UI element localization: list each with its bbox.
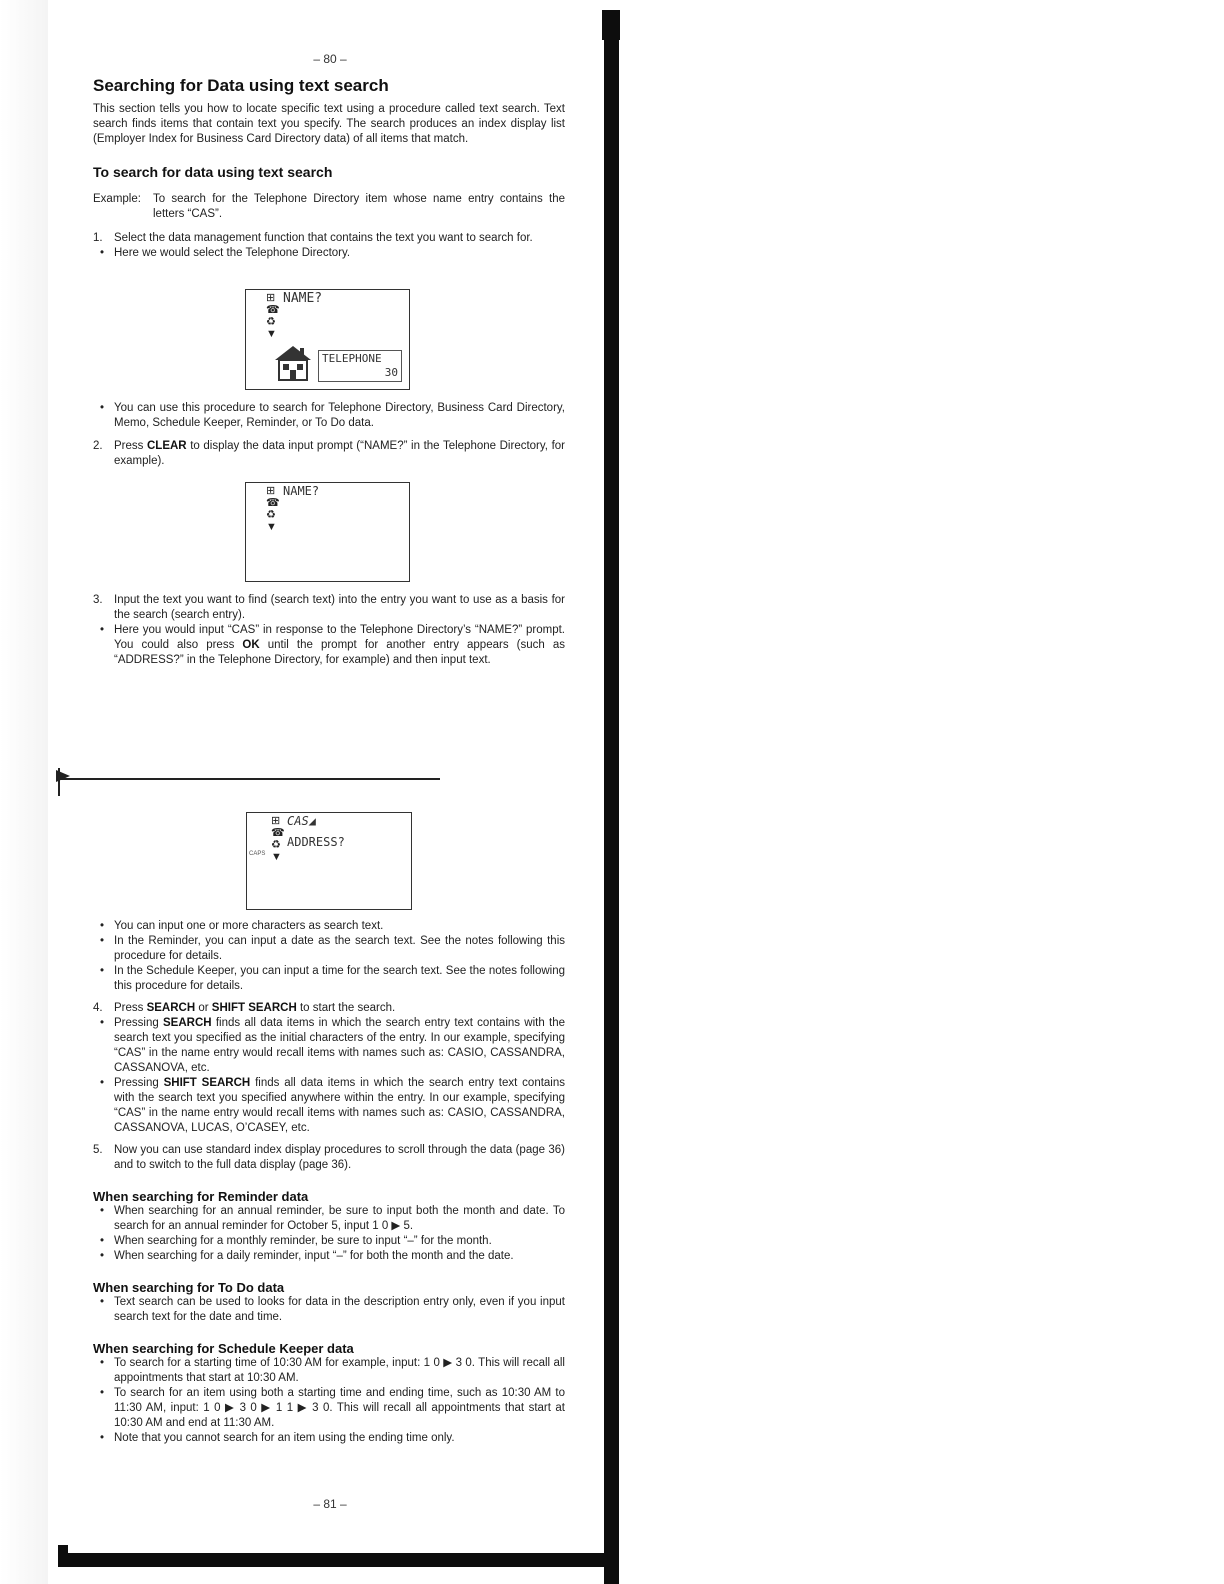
step-5-number: 5. xyxy=(93,1144,103,1156)
bullet-icon: • xyxy=(100,920,105,932)
fold-line xyxy=(60,778,440,780)
intro-paragraph: This section tells you how to locate specific text using a procedure called text search. Text search finds items that contain text you specify. The search produces an index display list (Employer Index for Business Card Directory data) of all items that match. xyxy=(93,103,565,145)
clear-key: CLEAR xyxy=(147,440,187,452)
step-5 xyxy=(93,1143,565,1173)
step-1-bullet-2 xyxy=(93,401,565,431)
step-3-bullet-2 xyxy=(93,919,565,934)
step-5-text: Now you can use standard index display procedures to scroll through the data (page 36) and to switch to the full data display (page 36). xyxy=(114,1144,565,1171)
step-3-bullet-1 xyxy=(93,623,565,668)
step-3-text: Input the text you want to find (search text) into the entry you want to use as a basis for the search (search entry). xyxy=(114,594,565,621)
bullet-icon: • xyxy=(100,1357,105,1369)
step-1-bullet-1 xyxy=(93,246,565,261)
page-title: Searching for Data using text search xyxy=(93,76,389,95)
step-3-number: 3. xyxy=(93,594,103,606)
mode-icons: ⊞ ☎ ♻ ▼ xyxy=(266,485,280,533)
bullet-icon: • xyxy=(100,1250,105,1262)
search-key: SEARCH xyxy=(163,1017,212,1029)
step-3-bullet-1-text-a: Here you would input “CAS” in response to the Telephone Directory’s “NAME?” prompt. You could also press xyxy=(114,624,565,651)
lcd-telephone-text: TELEPHONE xyxy=(322,352,382,365)
lcd-screen-name-prompt xyxy=(245,482,410,582)
bullet-icon: • xyxy=(100,1235,105,1247)
reminder-bullet-2 xyxy=(93,1234,565,1249)
step-3-bullet-4-text: In the Schedule Keeper, you can input a time for the search text. See the notes following this procedure for details. xyxy=(114,965,565,992)
bullet-icon: • xyxy=(100,1387,105,1399)
reminder-heading: When searching for Reminder data xyxy=(93,1189,309,1204)
step-3-bullet-2-text: You can input one or more characters as search text. xyxy=(114,920,384,932)
step-3-section xyxy=(93,593,565,668)
mode-icons: ⊞ ☎ ♻ ▼ xyxy=(271,815,285,863)
step-1-text: Select the data management function that contains the text you want to search for. xyxy=(114,232,533,244)
step-4-bullet-1-text-b: finds all data items in which the search entry text contains with the search text you specified as the initial characters of the entry. In our example, specifying “CAS” in the name entry would recall items with names such as: CASIO, CASSANDRA, CASSANOVA, etc. xyxy=(114,1017,565,1074)
shift-search-key: SHIFT SEARCH xyxy=(211,1002,297,1014)
step-2-number: 2. xyxy=(93,440,103,452)
lcd-prompt: NAME? xyxy=(283,484,320,498)
shift-search-key: SHIFT SEARCH xyxy=(163,1077,251,1089)
step-3-bullet-4 xyxy=(93,964,565,994)
step-4-text-b: to start the search. xyxy=(296,1002,396,1014)
mode-icons: ⊞ ☎ ♻ ▼ xyxy=(266,292,280,340)
bullet-icon: • xyxy=(100,935,105,947)
schedule-bullet-2 xyxy=(93,1386,565,1431)
scan-edge-right xyxy=(604,10,619,1584)
step-3-bullet-3-text: In the Reminder, you can input a date as the search text. See the notes following this procedure for details. xyxy=(114,935,565,962)
step-4-bullet-1-text-a: Pressing xyxy=(114,1017,164,1029)
step-4-bullet-2-text-a: Pressing xyxy=(114,1077,164,1089)
lcd-screen-telephone-menu xyxy=(245,289,410,390)
todo-bullet-1 xyxy=(93,1295,565,1325)
step-2-text-a: Press xyxy=(114,440,147,452)
example-label: Example: xyxy=(93,193,141,205)
step-1-bullet-1-text: Here we would select the Telephone Directory. xyxy=(114,247,351,259)
house-icon xyxy=(273,342,313,382)
schedule-bullet-1 xyxy=(93,1356,565,1386)
scan-edge-bottom xyxy=(58,1553,618,1567)
schedule-bullet-3-text: Note that you cannot search for an item using the ending time only. xyxy=(114,1432,455,1444)
schedule-bullet-2-text: To search for an item using both a starting time and ending time, such as 10:30 AM to 11:30 AM, input: 1 0 ▶ 3 0 ▶ 1 1 ▶ 3 0. This will recall all appointments that start at 10:30 AM and end at 11:30 AM. xyxy=(114,1387,565,1429)
scan-edge-right-top xyxy=(602,10,620,40)
bullet-icon: • xyxy=(100,1205,105,1217)
step-4-bullet-1 xyxy=(93,1016,565,1076)
lcd-search-text: CAS◢ xyxy=(287,814,316,828)
caps-indicator: CAPS xyxy=(249,851,266,857)
bullet-icon: • xyxy=(100,1017,105,1029)
lower-section xyxy=(93,919,565,1446)
page-number-bottom: – 81 – xyxy=(313,1497,347,1511)
reminder-bullet-1 xyxy=(93,1204,565,1234)
bullet-icon: • xyxy=(100,1296,105,1308)
page-number-top: – 80 – xyxy=(313,52,347,66)
scan-edge-bottom-tip xyxy=(58,1545,68,1559)
schedule-bullet-1-text: To search for a starting time of 10:30 AM for example, input: 1 0 ▶ 3 0. This will recall all appointments that start at 10:30 AM. xyxy=(114,1357,565,1384)
bullet-icon: • xyxy=(100,965,105,977)
step-3 xyxy=(93,593,565,623)
step-1-number: 1. xyxy=(93,232,103,244)
bullet-icon: • xyxy=(100,402,105,414)
step-4 xyxy=(93,1001,565,1016)
schedule-bullet-3 xyxy=(93,1431,565,1446)
reminder-bullet-3 xyxy=(93,1249,565,1264)
schedule-heading: When searching for Schedule Keeper data xyxy=(93,1341,354,1356)
lcd-screen-cas-input xyxy=(246,812,412,910)
step-3-bullet-3 xyxy=(93,934,565,964)
step-4-text-a: Press xyxy=(114,1002,147,1014)
example-block xyxy=(93,192,565,222)
bullet-icon: • xyxy=(100,624,105,636)
step-4-bullet-2 xyxy=(93,1076,565,1136)
reminder-bullet-1-text: When searching for an annual reminder, be sure to input both the month and date. To search for an annual reminder for October 5, input 1 0 ▶ 5. xyxy=(114,1205,565,1232)
top-section xyxy=(93,76,565,261)
step-1-bullet-2-text: You can use this procedure to search for Telephone Directory, Business Card Directory, Memo, Schedule Keeper, Reminder, or To Do data. xyxy=(114,402,565,429)
ok-key: OK xyxy=(242,639,260,651)
bullet-icon: • xyxy=(100,1432,105,1444)
step-4-bullet-2-text-b: finds all data items in which the search entry text contains with the search text you specified anywhere within the entry. In our example, specifying “CAS” in the name entry would recall items with names such as: CASIO, CASSANDRA, CASSANOVA, LUCAS, O’CASEY, etc. xyxy=(114,1077,566,1134)
todo-heading: When searching for To Do data xyxy=(93,1280,285,1295)
bullet-icon: • xyxy=(100,1077,105,1089)
step-4-number: 4. xyxy=(93,1002,103,1014)
step-2-text-b: to display the data input prompt (“NAME?” in the Telephone Directory, for example). xyxy=(114,440,565,467)
step-4-text-mid: or xyxy=(195,1002,212,1014)
fold-mark-arrow xyxy=(56,770,70,782)
middle-section xyxy=(93,401,565,469)
todo-bullet-1-text: Text search can be used to looks for data in the description entry only, even if you input search text for the date and time. xyxy=(114,1296,565,1323)
step-3-bullet-1-text-b: until the prompt for another entry appears (such as “ADDRESS?” in the Telephone Directory, for example) and then input text. xyxy=(114,639,565,666)
lcd-telephone-count: 30 xyxy=(384,366,398,379)
lcd-telephone-label xyxy=(318,350,402,382)
example-text: To search for the Telephone Directory item whose name entry contains the letters “CAS”. xyxy=(153,193,565,220)
lcd-address-prompt: ADDRESS? xyxy=(287,835,345,849)
lcd-prompt: NAME? xyxy=(283,291,323,306)
section-subtitle: To search for data using text search xyxy=(93,164,333,180)
reminder-bullet-3-text: When searching for a daily reminder, input “–” for both the month and the date. xyxy=(114,1250,514,1262)
bullet-icon: • xyxy=(100,247,105,259)
search-key: SEARCH xyxy=(146,1002,196,1014)
step-1 xyxy=(93,231,565,246)
reminder-bullet-2-text: When searching for a monthly reminder, be sure to input “–” for the month. xyxy=(114,1235,492,1247)
step-2 xyxy=(93,439,565,469)
scan-shadow xyxy=(0,0,48,1584)
